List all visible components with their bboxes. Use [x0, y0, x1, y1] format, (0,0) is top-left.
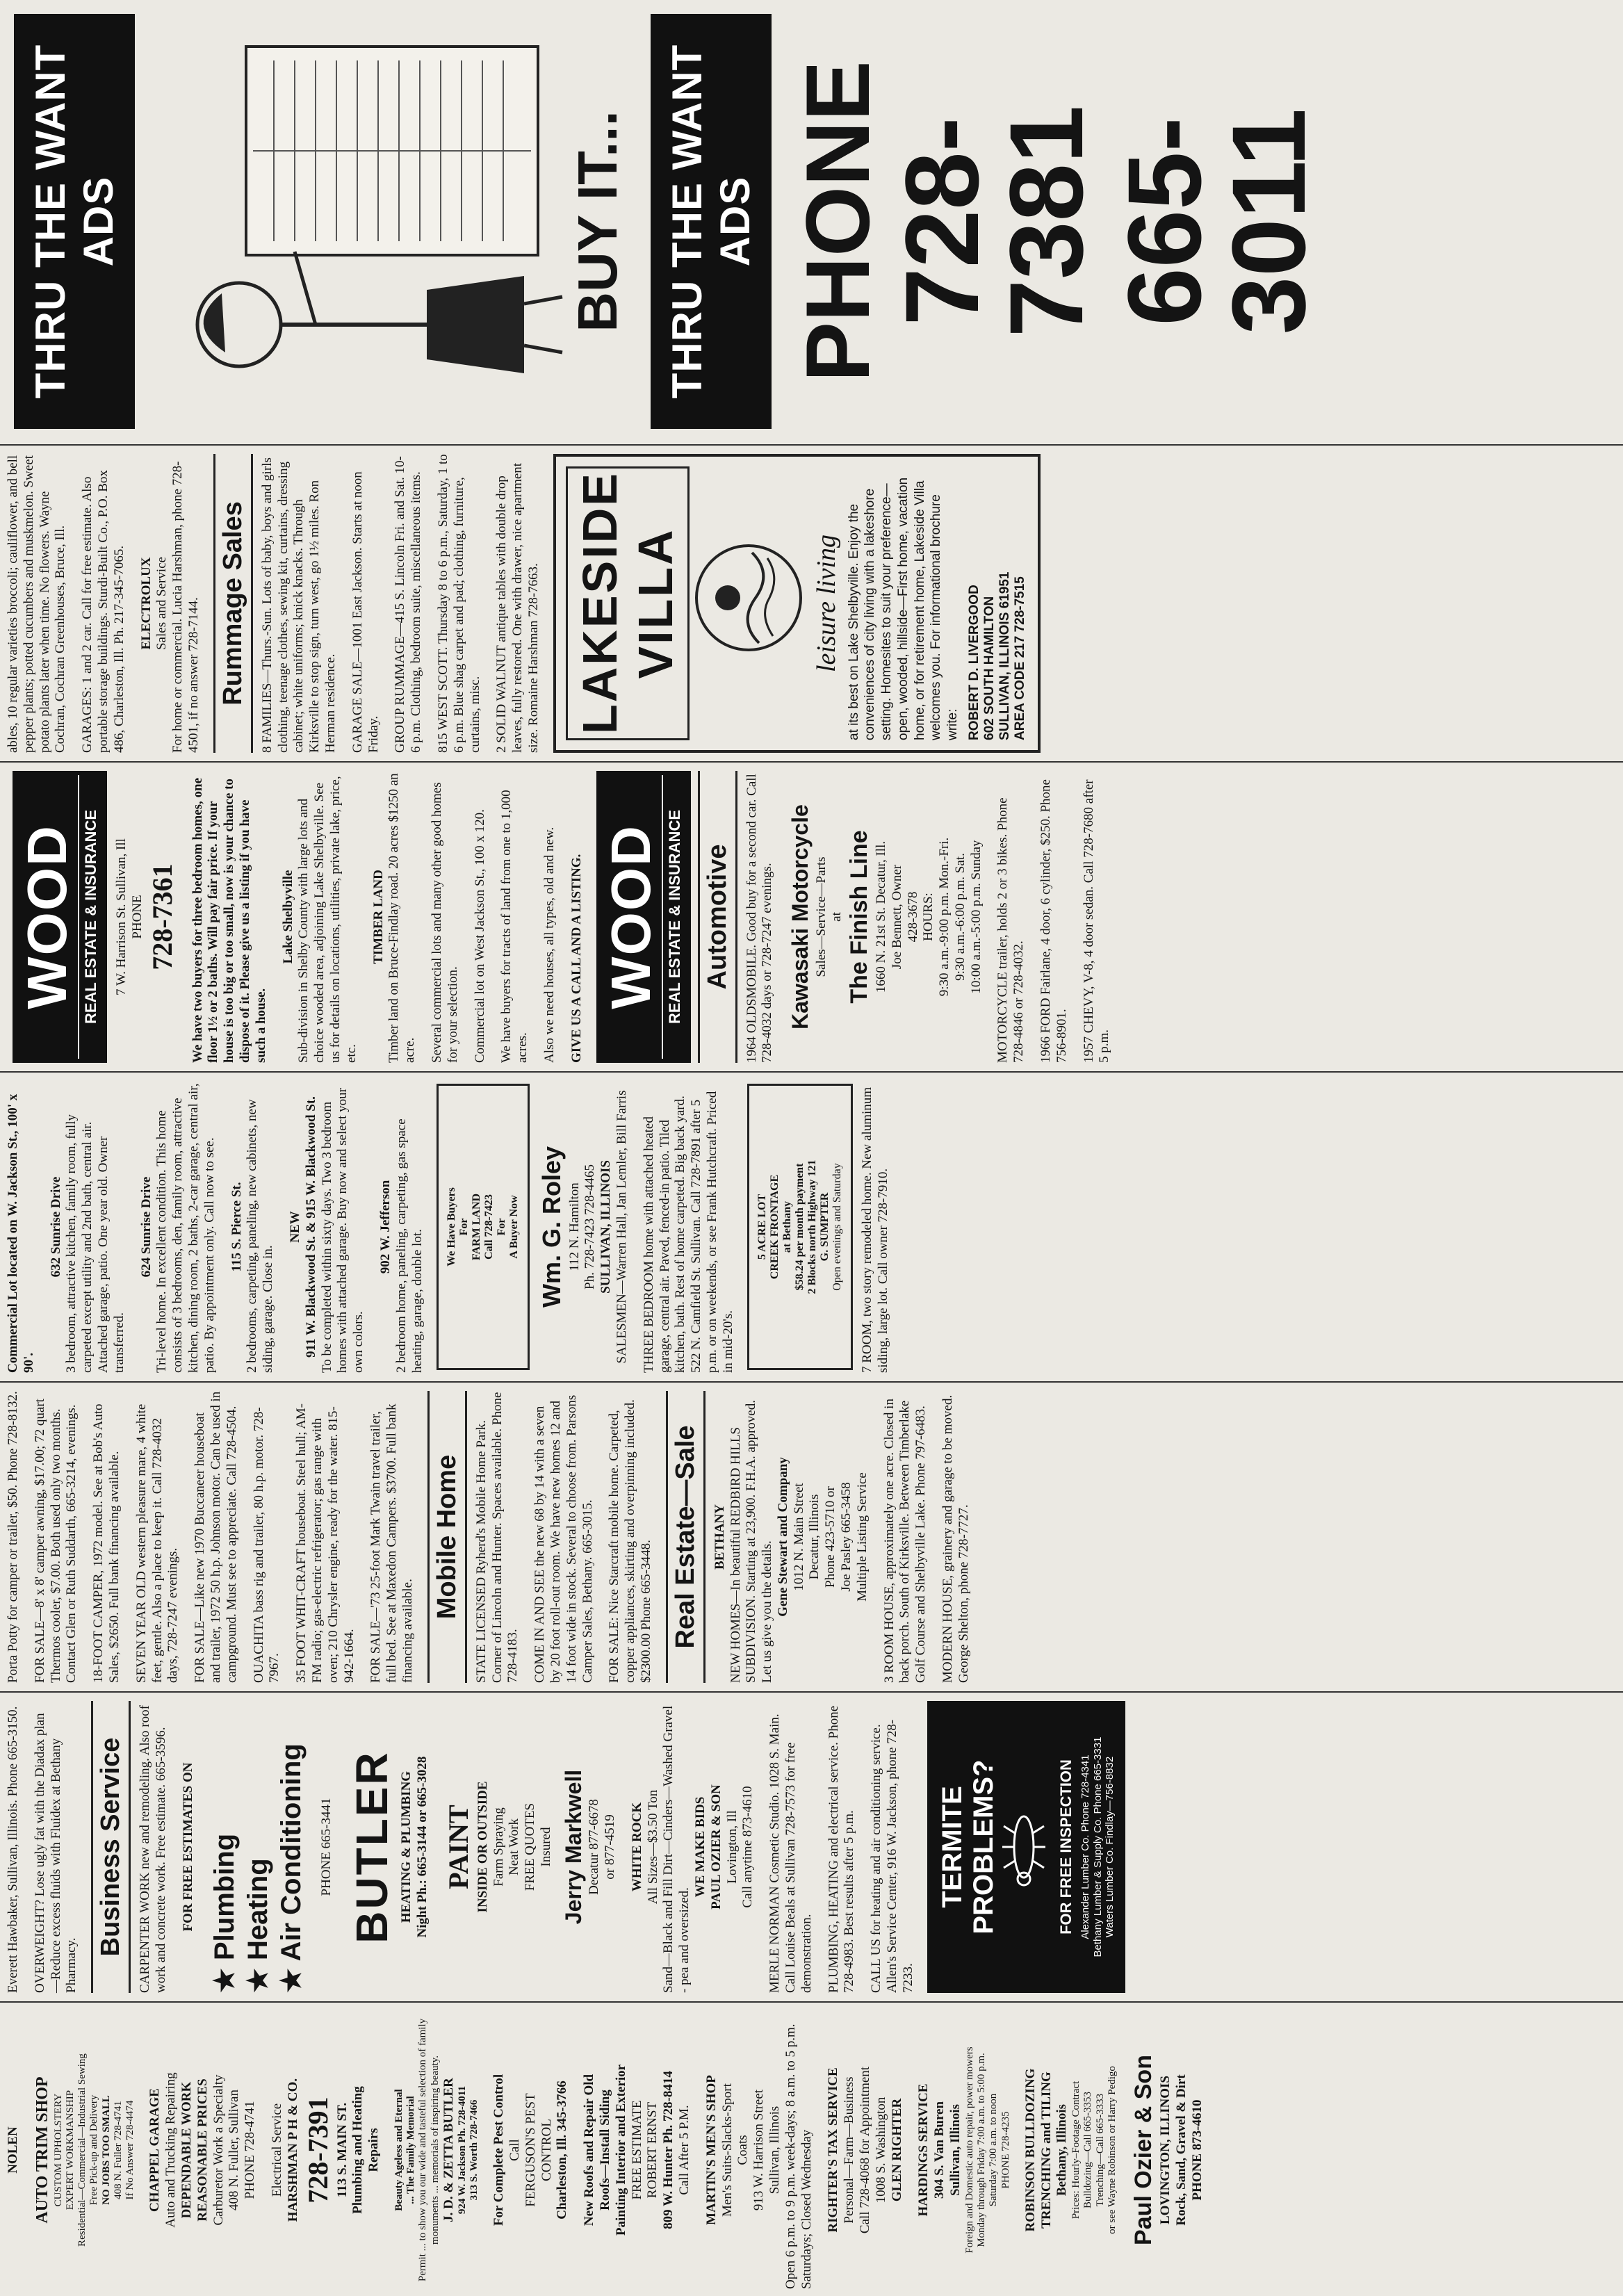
roley-ad [537, 1081, 630, 1373]
sunrise-624-text: Tri-level home. In excellent condition. This home consists of 3 bedrooms, den, family room, attractive kitchen, dining room, 2 baths, 2-car garage, central air, patio. By appointment only. Call now to see. [154, 1083, 217, 1373]
camper-awning-ad: FOR SALE—8' x 8' camper awning, $17.00; 72 quart Thermos cooler, $7.00. Both used only two months. Contact Glen or Ruth Suddarth, 665-3214, evenings. [32, 1399, 79, 1683]
kawasaki-at: at [829, 912, 845, 922]
wood-name: WOOD [16, 824, 78, 1009]
termite-bug-icon [1000, 1798, 1048, 1896]
chevy-ad: 1957 CHEVY, V-8, 4 door sedan. Call 728-7680 after 5 p.m. [1081, 779, 1112, 1063]
kawasaki-ad [787, 771, 984, 1063]
termite-free-inspection: FOR FREE INSPECTION [1057, 1759, 1075, 1935]
harshman-phone: 728-7391 [302, 2096, 334, 2204]
gene-line: Gene Stewart and Company [775, 1457, 790, 1617]
column-divider [0, 444, 1623, 446]
box-line: For [496, 1218, 508, 1236]
robinson-line: ROBINSON BULLDOZING [1022, 2068, 1038, 2232]
thru-want-ads-banner-2: THRU THE WANT ADS [651, 14, 772, 429]
pest-line: FERGUSON'S PEST [523, 2093, 538, 2207]
shopper-woman-illustration-icon [135, 14, 566, 429]
column-divider [0, 1071, 1623, 1073]
robinson-line: Bethany, Illinois [1054, 2104, 1070, 2196]
pierce-text: 2 bedrooms, carpeting, paneling, new cabinets, new siding, garage. Close in. [245, 1099, 276, 1373]
chappel-line: PHONE 728-4741 [243, 2101, 258, 2199]
finish-line-line: Joe Bennett, Owner [889, 864, 904, 970]
give-us-ad: GIVE US A CALL AND A LISTING. [569, 854, 584, 1063]
villa-line: ROBERT D. LIVERGOOD [966, 585, 981, 740]
sunrise-632-ad [49, 1081, 128, 1373]
lake-sun-illustration-icon [690, 455, 808, 740]
come-in-ad: COME IN AND SEE the new 68 by 14 with a seven by 20 foot roll-out room. We have new homes 12 and 14 foot wide in stock. Several to choose from. Parsons Camper Sales, Bethany. 665-3015. [532, 1394, 595, 1683]
chappel-line: 408 N. Fuller, Sullivan [227, 2090, 242, 2210]
martins-line: Sullivan, Illinois [767, 2106, 782, 2195]
roley-line: 112 N. Hamilton [566, 1182, 582, 1271]
butler-memorial-ad [393, 2011, 480, 2289]
plumbing-ad: PLUMBING, HEATING and electrical service. Phone 728-4983. Best results after 5 p.m. [826, 1705, 857, 1993]
hardings-ad [916, 2011, 1011, 2289]
bethany-title: BETHANY [712, 1504, 727, 1570]
commercial-lot-ad: Commercial Lot located on W. Jackson St., 100' x 90'. [6, 1093, 36, 1373]
markwell-line: Decatur 877-6678 [587, 1799, 602, 1895]
ozier-title: Paul Ozier & Son [1130, 2055, 1157, 2245]
column-3 [0, 1384, 1623, 1690]
butler-line: Night Ph.: 665-3144 or 665-3028 [414, 1756, 430, 1938]
ouachita-ad: OUACHITA bass rig and trailer, 80 h.p. motor. 728-7967. [251, 1407, 282, 1683]
finish-line-title: The Finish Line [846, 830, 873, 1004]
olds-ad: 1964 OLDSMOBILE. Good buy for a second car. Call 728-4032 days or 728-7247 evenings. [744, 774, 775, 1063]
white-rock-line: WE MAKE BIDS [692, 1796, 708, 1898]
wood-line: PHONE [129, 895, 145, 939]
thru-want-ads-banner: THRU THE WANT ADS [14, 14, 135, 429]
villa-line: 602 SOUTH HAMILTON [981, 596, 997, 740]
righter-line: 1008 S. Washington [873, 2096, 888, 2204]
butler-line: HEATING & PLUMBING [399, 1770, 414, 1923]
sunrise-632-title: 632 Sunrise Drive [48, 1176, 63, 1278]
rummage-sales-header: Rummage Sales [213, 454, 253, 753]
martins-line: Coats [735, 2135, 751, 2165]
wood-contact [114, 771, 179, 1063]
garages-ad: GARAGES: 1 and 2 car. Call for free estimate. Also portable storage buildings. Sturdi-Built Co., P.O. Box 486, Charleston, Ill. Ph. 217-345-7065. [80, 470, 127, 753]
box-line: G. SUMPTER [819, 1192, 831, 1262]
pest-line: Call [507, 2139, 523, 2161]
automotive-header: Automotive [698, 771, 737, 1063]
roofs-line: 809 W. Hunter Ph. 728-8414 [661, 2071, 676, 2229]
three-bedroom-ad: THREE BEDROOM home with attached heated garage, central air. Paved, fenced-in patio. Tiled kitchen, bath. Rest of home carpeted. Big back yard. 522 N. Camfield St. Sullivan. Call 728-7891 after 5 p.m. or on weekends, or see Frank Hutchcraft. Priced in mid-20's. [641, 1091, 735, 1373]
pierce-ad [229, 1081, 277, 1373]
column-divider [0, 2001, 1623, 2003]
martins-line: MARTIN'S MEN'S SHOP [703, 2075, 719, 2225]
box-line: FARM LAND [471, 1193, 483, 1261]
pierce-title: 115 S. Pierce St. [229, 1182, 244, 1272]
wood-phone: 728-7361 [146, 863, 178, 970]
buyers-tracts-ad: We have buyers for tracts of land from one to 1,000 acres. [499, 790, 530, 1063]
commercial-lot-west-ad: Commercial lot on West Jackson St., 100 x 120. [472, 809, 487, 1063]
box-line: Call 728-7423 [483, 1194, 496, 1260]
wood-name: WOOD [599, 824, 662, 1009]
auto-trim-line: If No Answer 728-4474 [124, 2100, 136, 2200]
new-title: NEW [287, 1211, 302, 1243]
white-rock-line: WHITE ROCK [629, 1802, 644, 1892]
box-line: For [458, 1218, 471, 1236]
call-us-ad: CALL US for heating and air conditioning service. Allen's Service Center, 916 W. Jackson, phone 728-7233. [869, 1719, 915, 1993]
butler-title: BUTLER [347, 1750, 398, 1944]
box-line: CREEK FRONTAGE [769, 1174, 781, 1280]
want-ads-promo [0, 0, 1623, 443]
auto-trim-ad [33, 2011, 137, 2289]
roley-line: SALESMEN—Warren Hall, Jan Lemler, Bill Farris [614, 1090, 629, 1364]
roofs-line: Painting Interior and Exterior [613, 2064, 628, 2236]
finish-line-line: 428-3678 [905, 891, 920, 943]
wood-logo [13, 771, 107, 1063]
mark-twain-ad: FOR SALE—'73 25-foot Mark Twain travel trailer, full bed. See at Maxedon Campers. $3700. Full bank financing available. [368, 1403, 415, 1683]
markwell-line: or 877-4519 [602, 1814, 617, 1880]
box-line: A Buyer Now [508, 1195, 521, 1259]
jefferson-text: 2 bedroom home, paneling, carpeting, gas space heating, garage, double lot. [393, 1118, 425, 1373]
white-rock-line: PAUL OZIER & SON [708, 1784, 724, 1910]
merle-norman-ad: MERLE NORMAN Cosmetic Studio. 1028 S. Main. Call Louise Beals at Sullivan 728-7573 for free demonstration. [767, 1713, 814, 1993]
electrolux-line: ELECTROLUX [138, 557, 154, 650]
paint-ad [442, 1701, 619, 1993]
ozier-line: LOVINGTON, ILLINOIS [1157, 2076, 1173, 2224]
auto-trim-line: Free Pick-up and Delivery [88, 2094, 100, 2206]
new-homes-ad [288, 1081, 367, 1373]
righter-line: Personal—Farm—Business [842, 2076, 857, 2224]
western-mare-ad: SEVEN YEAR OLD western pleasure mare, 4 white feet, gentle. Also a place to keep it. Call 728-4032 days, 728-7247 evenings. [133, 1403, 181, 1683]
jefferson-title: 902 W. Jefferson [377, 1180, 393, 1274]
chappel-line: Carburetor Work a Specialty [211, 2074, 226, 2226]
star-item: ★ Air Conditioning [275, 1743, 307, 1993]
chappel-line: REASONABLE PRICES [195, 2078, 210, 2222]
box-line: We Have Buyers [446, 1187, 458, 1267]
hardings-line: PHONE 728-4235 [1000, 2111, 1011, 2189]
box-line: 2 Blocks north Highway 121 [806, 1159, 819, 1294]
free-estimates-line: FOR FREE ESTIMATES ON [180, 1762, 195, 1932]
harshman-after: 113 S. MAIN ST. [334, 2102, 350, 2198]
wood-logo-2 [596, 771, 691, 1063]
auto-trim-line: NO JOBS TOO SMALL [100, 2095, 112, 2205]
martins-line: Open 6 p.m. to 9 p.m. week-days; 8 a.m. to 5 p.m. Saturdays; Closed Wednesday [783, 2024, 814, 2289]
auto-trim-line: Residential—Commercial—Industrial Sewing [76, 2053, 88, 2247]
roley-line: Ph. 728-7423 728-4465 [582, 1164, 598, 1289]
butler-heating-ad [345, 1701, 430, 1993]
column-divider [0, 1691, 1623, 1693]
shopper-illustration [135, 14, 566, 429]
room3-ad: 3 ROOM HOUSE, approximately one acre. Closed in back porch. South of Kirksville. Between Timberlake Golf Course and Shelbyville Lake. Phone 797-6483. [881, 1399, 929, 1683]
camper-18-ad: 18-FOOT CAMPER, 1972 model. See at Bob's Auto Sales, $2650. Full bank financing available. [91, 1403, 122, 1683]
auto-trim-line: CUSTOM UPHOLSTERY [52, 2093, 64, 2207]
modern-house-ad: MODERN HOUSE, grainery and garage to be moved. George Shelton, phone 728-7727. [940, 1394, 971, 1683]
whitcraft-ad: 35 FOOT WHIT-CRAFT houseboat. Steel hull; AM-FM radio; gas-electric refrigerator; gas range with oven; 210 Chrysler engine, ready for the water. 815-942-1664. [294, 1403, 357, 1683]
termite-line: Bethany Lumber & Supply Co. Phone 665-3331 [1091, 1736, 1104, 1957]
timber-text: Timber land on Bruce-Findlay road. 20 acres $1250 an acre. [386, 773, 418, 1063]
column-divider [0, 1381, 1623, 1383]
villa-line: AREA CODE 217 728-7515 [1012, 576, 1027, 740]
harshman-after: Repairs [366, 2128, 382, 2172]
lake-title: Lake Shelbyville [280, 870, 295, 964]
starcraft-ad: FOR SALE: Nice Starcraft mobile home. Carpeted, copper appliances, skirting and overpinning included. $2300.00 Phone 665-3448. [607, 1399, 653, 1683]
gene-line: Decatur, Illinois [807, 1494, 822, 1580]
markwell-title: Jerry Markwell [560, 1769, 586, 1925]
memorial-line: J. D. & ZETTA BUTLER [441, 2078, 456, 2222]
mobile-home-header: Mobile Home [427, 1391, 467, 1683]
timber-ad [371, 771, 418, 1063]
finish-line-line: 9:30 a.m.-9:00 p.m. Mon.-Fri. [937, 837, 952, 997]
auto-trim-line: 408 N. Fuller 728-4741 [112, 2101, 124, 2199]
pest-line: For Complete Pest Control [491, 2074, 507, 2226]
sunrise-624-title: 624 Sunrise Drive [138, 1176, 154, 1278]
column-5 [0, 764, 1623, 1070]
paint-title: PAINT [442, 1805, 474, 1889]
righter-line: GLEN RIGHTER [889, 2098, 904, 2202]
finish-line-line: 9:30 a.m.-6:00 p.m. Sat. [952, 853, 968, 981]
lake-ad [281, 771, 360, 1063]
lakeside-villa-ad [553, 454, 1041, 753]
overweight-ad: OVERWEIGHT? Lose ugly fat with the Diadax plan—Reduce excess fluids with Fluidex at Bethany Pharmacy. [32, 1713, 79, 1993]
kawasaki-sub: Sales—Service—Parts [813, 856, 829, 977]
finish-line-line: HOURS: [921, 893, 936, 941]
electrolux-ad [139, 454, 202, 753]
auto-trim-title: AUTO TRIM SHOP [33, 2076, 51, 2224]
finish-line-line: 10:00 a.m.-5:00 p.m. Sunday [968, 840, 984, 994]
finish-line-line: 1660 N. 21st St. Decatur, Ill. [873, 840, 888, 993]
hardings-line: Saturday 7:00 a.m. to noon [988, 2093, 1000, 2207]
martins-line: Men's Suits-Slacks-Sport [719, 2083, 735, 2217]
walnut-ad: 2 SOLID WALNUT antique tables with double drop leaves, fully restored. One with drawer, nice apartment size. Romaine Harshman 728-7663. [494, 462, 541, 753]
kawasaki-title: Kawasaki Motorcycle [788, 804, 813, 1029]
pest-line: Charleston, Ill. 345-3766 [555, 2081, 570, 2220]
paint-line: Insured [538, 1827, 553, 1867]
harshman-line: HARSHMAN P H & CO. [285, 2078, 300, 2222]
hardings-line: HARDINGS SERVICE [916, 2083, 931, 2217]
pest-control-ad [491, 2011, 571, 2289]
column-4 [0, 1074, 1623, 1380]
timber-title: TIMBER LAND [370, 870, 386, 964]
roofs-line: Roofs—Install Siding [598, 2090, 613, 2210]
box-line: 5 ACRE LOT [756, 1194, 769, 1260]
column-6 [0, 447, 1623, 760]
hardings-line: Monday through Friday 7:00 a.m. to 5:00 p.m. [976, 2053, 988, 2247]
families-ad: 8 FAMILIES—Thurs.-Sun. Lots of baby, boys and girls clothing, teenage clothes, sewing kit, curtains, dressing cabinet; white uniforms; knick knacks. Through Kirksville to stop sign, turn west, go 1½ miles. Ron Herman residence. [259, 457, 338, 753]
memorial-line: 924 W. Jackson Ph. 728-4011 [456, 2085, 468, 2215]
carpenter-ad: CARPENTER WORK new and remodeling. Also roof work and concrete work. Free estimate. 665-3596. [138, 1705, 168, 1993]
roley-title: Wm. G. Roley [537, 1146, 566, 1308]
wood-sub: REAL ESTATE & INSURANCE [662, 775, 684, 1059]
white-rock-line: Lovington, Ill [724, 1810, 740, 1884]
box-line: at Bethany [781, 1200, 794, 1253]
martins-line: 913 W. Harrison Street [751, 2089, 767, 2211]
ozier-line: Rock, Sand, Gravel & Dirt [1173, 2074, 1189, 2226]
sunrise-624-ad [139, 1081, 218, 1373]
roofs-line: Call After 5 P.M. [677, 2105, 692, 2195]
hardings-line: 304 S. Van Buren [932, 2101, 947, 2199]
ford-ad: 1966 FORD Fairlane, 4 door, 6 cylinder, $250. Phone 756-8901. [1038, 779, 1069, 1063]
martins-ad [704, 2011, 815, 2289]
column-divider [0, 761, 1623, 763]
chappel-line: Auto and Trucking Repairing [163, 2072, 179, 2228]
wood-line: 7 W. Harrison St. Sullivan, Ill [114, 838, 129, 995]
gene-line: Joe Pasley 665-3458 [839, 1482, 854, 1592]
phone-number-2: 665-3011 [1106, 108, 1327, 335]
white-rock-line: Sand—Black and Fill Dirt—Cinders—Washed Gravel - pea and oversized. [661, 1705, 692, 1993]
villa-line: SULLIVAN, ILLINOIS 61951 [997, 571, 1012, 740]
robinson-ad [1023, 2011, 1118, 2289]
paint-line: Neat Work [507, 1818, 522, 1876]
box-line: Open evenings and Saturday [831, 1163, 844, 1291]
villa-title: LAKESIDE VILLA [566, 466, 690, 740]
paint-line: FREE QUOTES [523, 1802, 538, 1891]
auto-trim-line: EXPERT WORKMANSHIP [64, 2090, 76, 2210]
houseboat-ad: FOR SALE—Like new 1970 Buccaneer houseboat and trailer, 1972 50 h.p. Johnson motor. Can be used in campground. Must see to appreciate. Call 728-4504. [193, 1391, 239, 1683]
farm-land-box [437, 1084, 530, 1370]
electrolux-line: Sales and Service [154, 557, 170, 651]
memorial-line: Beauty Ageless and Eternal [393, 2089, 405, 2211]
memorial-line: ... The Family Memorial [405, 2096, 417, 2204]
gene-line: Phone 423-5710 or [823, 1486, 838, 1588]
west-scott-ad: 815 WEST SCOTT. Thursday 8 to 6 p.m., Saturday, 1 to 6 p.m. Blue shag carpet and pad; clothing, furniture, curtains, misc. [435, 454, 482, 753]
new-text: To be completed within sixty days. Two 3 bedroom homes with attached garage. Buy now and select your own colors. [319, 1088, 366, 1373]
acre-lot-box [747, 1084, 853, 1370]
seven-room-ad: 7 ROOM, two story remodeled home. New aluminum siding, large lot. Call owner 728-7910. [860, 1086, 891, 1373]
several-lots-ad: Several commercial lots and many other good homes for your selection. [429, 782, 460, 1063]
robinson-line: Trenching—Call 665-3333 [1094, 2093, 1106, 2207]
phone-label: PHONE [787, 60, 888, 382]
column-2 [0, 1694, 1623, 2000]
business-service-header: Business Service [91, 1701, 131, 1993]
greenhouse-ad: ables, 10 regular varieties broccoli; cauliflower, and bell pepper plants; potted cucumbers and muskmelon. Sweet potato plants later when time. No flowers. Wayne Cochran, Cochran Greenhouses, Bruce, Ill. [6, 455, 68, 753]
new-addr: 911 W. Blackwood St. & 915 W. Blackwood St. [303, 1096, 318, 1358]
robinson-line: TRENCHING and TILING [1038, 2071, 1054, 2229]
robinson-line: Bulldozing—Call 665-3353 [1082, 2092, 1094, 2208]
pest-line: CONTROL [539, 2119, 554, 2181]
state-licensed-ad: STATE LICENSED Ryherd's Mobile Home Park. Corner of Lincoln and Hunter. Spaces available. Phone 728-4183. [473, 1392, 521, 1683]
white-rock-line: All Sizes—$3.50 Ton [645, 1789, 660, 1905]
real-estate-header: Real Estate—Sale [666, 1391, 706, 1683]
bethany-ad [712, 1391, 871, 1683]
chappel-title: CHAPPEL GARAGE [147, 2088, 163, 2212]
top-ad: Everett Hawbaker, Sullivan, Illinois. Phone 665-3150. [6, 1706, 20, 1993]
bethany-text: NEW HOMES—In beautiful REDBIRD HILLS SUBDIVISION. Starting at 23,900. F.H.A. approved. Let us give you the details. [728, 1400, 775, 1683]
termite-ad [927, 1701, 1125, 1993]
star-item: ★ Heating [242, 1858, 273, 1993]
porta-potty-ad: Porta Potty for camper or trailer, $50. Phone 728-8132. [6, 1391, 20, 1683]
memorial-line: 313 S. Worth 728-7466 [468, 2099, 480, 2201]
box-line: $58.24 per month payment [794, 1163, 806, 1291]
gene-line: 1012 N. Main Street [791, 1483, 806, 1591]
chappel-line: DEPENDABLE WORK [179, 2081, 194, 2219]
righter-line: Call 728-4068 for Appointment [857, 2066, 872, 2234]
phone-665: PHONE 665-3441 [318, 1798, 334, 1896]
righter-ad [826, 2011, 905, 2289]
roley-line: SULLIVAN, ILLINOIS [598, 1160, 614, 1294]
ozier-line: PHONE 873-4610 [1189, 2099, 1205, 2201]
righter-line: RIGHTER'S TAX SERVICE [826, 2067, 841, 2233]
electrolux-line: For home or commercial. Lucia Harshman, phone 728-4501, if no answer 728-7144. [170, 461, 201, 753]
roofs-line: ROBERT ERNST [645, 2101, 660, 2199]
termite-line: Alexander Lumber Co. Phone 728-4341 [1079, 1754, 1092, 1939]
memorial-line: Permit ... to show you our wide and tasteful selection of family monuments ... memorials of inspiring beauty. [417, 2018, 441, 2282]
paint-line: INSIDE OR OUTSIDE [475, 1781, 490, 1913]
robinson-line: or see Wayne Robinson or Harry Pedigo [1106, 2066, 1118, 2234]
column-1 [0, 2004, 1623, 2296]
paint-line: Farm Spraying [491, 1807, 506, 1887]
group-rummage-ad: GROUP RUMMAGE—415 S. Lincoln Fri. and Sat. 10-6 p.m. Clothing, bedroom suite, miscellaneous items. [393, 456, 424, 753]
harshman-line: Electrical Service [269, 2103, 284, 2197]
white-rock-ad [630, 1701, 756, 1993]
two-buyers-ad: We have two buyers for three bedroom homes, one floor 1½ or 2 baths. Will pay fair price. If your house is too big or too small, now is your chance to dispose of it. Please give us a listing if you have such a house. [190, 777, 268, 1063]
need-houses-ad: Also we need houses, all types, old and new. [541, 827, 557, 1063]
roofs-line: FREE ESTIMATE [629, 2100, 644, 2200]
hardings-line: Sullivan, Illinois [947, 2104, 963, 2197]
hardings-line: Foreign and Domestic auto repair, power mowers [963, 2046, 975, 2254]
phone-number-1: 728-7381 [883, 105, 1104, 338]
white-rock-line: Call anytime 873-4610 [740, 1786, 756, 1908]
moto-trailer-ad: MOTORCYCLE trailer, holds 2 or 3 bikes. Phone 728-4846 or 728-4032. [995, 797, 1027, 1063]
termite-title: TERMITE PROBLEMS? [937, 1759, 1000, 1935]
roofs-ad [582, 2011, 693, 2289]
jefferson-ad [378, 1081, 425, 1373]
gene-line: Multiple Listing Service [854, 1472, 870, 1602]
buy-it-text: BUY IT... [566, 111, 628, 332]
chappel-garage-ad [147, 2011, 259, 2289]
sunrise-632-text: 3 bedroom, attractive kitchen, family room, fully carpeted except utility and 2nd bath, central air. Attached garage, patio. One year old. Owner transferred. [64, 1114, 127, 1373]
wood-sub: REAL ESTATE & INSURANCE [78, 775, 100, 1059]
leisure-living: leisure living [811, 534, 841, 673]
harshman-after: Plumbing and Heating [350, 2086, 366, 2214]
villa-text: at its best on Lake Shelbyville. Enjoy the conveniences of city living with a lakeshore setting. Homesites to suit your preference—open, wooded, hillside—First home, vacation home, or for retirement home, Lakeside Villa welcomes you. For informational brochure write: [846, 477, 961, 740]
garage-sale-ad: GARAGE SALE—1001 East Jackson. Starts at noon Friday. [350, 471, 381, 753]
ozier-ad [1129, 2011, 1205, 2289]
star-item: ★ Plumbing [209, 1833, 240, 1993]
robinson-line: Prices: Hourly–Footage Contract [1070, 2081, 1082, 2220]
star-list [208, 1701, 308, 1993]
nolen-line: NOLEN [6, 2126, 20, 2174]
roofs-line: New Roofs and Repair Old [582, 2074, 597, 2226]
harshman-ad [270, 2011, 382, 2289]
lake-text: Sub-division in Shelby County with large lots and choice wooded area, adjoining Lake Shelbyville. See us for details on locations, utilities, private lake, price, etc. [296, 776, 359, 1063]
termite-line: Waters Lumber Co. Findlay—756-8832 [1103, 1756, 1116, 1938]
